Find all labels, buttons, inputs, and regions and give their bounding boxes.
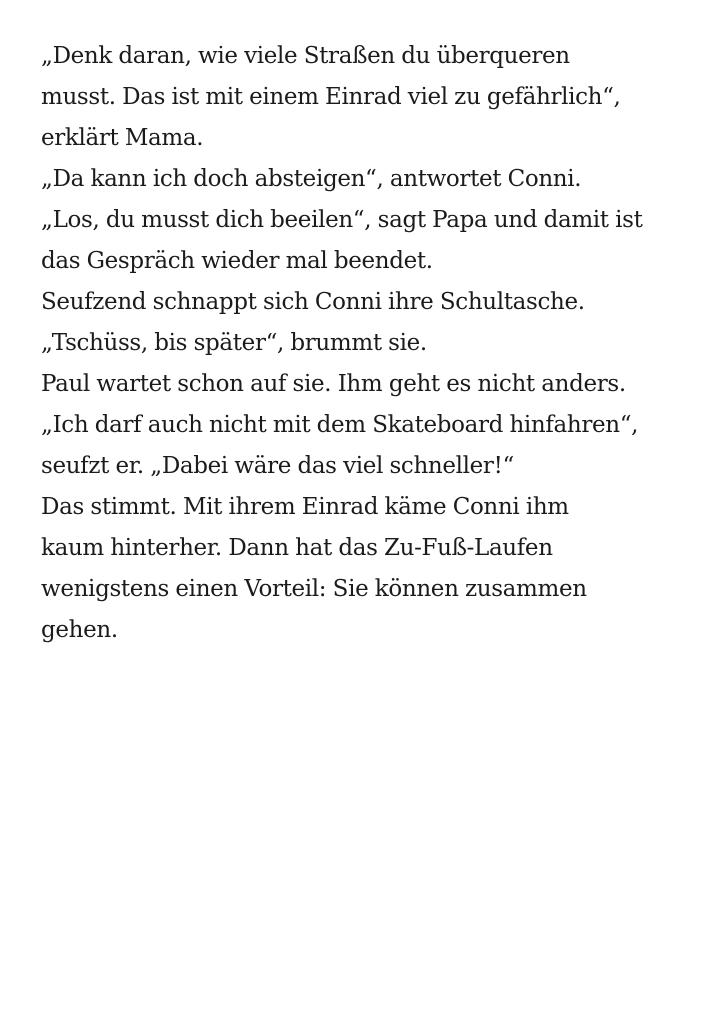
text-line: „Ich darf auch nicht mit dem Skateboard hinfahren“, — [41, 412, 639, 438]
text-line: „Los, du musst dich beeilen“, sagt Papa und damit ist — [41, 207, 643, 233]
text-line: kaum hinterher. Dann hat das Zu-Fuß-Laufen — [41, 535, 553, 561]
text-line: erklärt Mama. — [41, 125, 204, 151]
text-line: seufzt er. „Dabei wäre das viel schneller!“ — [41, 453, 514, 479]
text-line: musst. Das ist mit einem Einrad viel zu gefährlich“, — [41, 84, 621, 110]
text-line: Seufzend schnappt sich Conni ihre Schultasche. — [41, 289, 585, 315]
text-line: „Da kann ich doch absteigen“, antwortet Conni. — [41, 166, 582, 192]
text-line: gehen. — [41, 617, 118, 643]
paragraph-3 — [41, 200, 691, 282]
text-line: das Gespräch wieder mal beendet. — [41, 248, 433, 274]
text-line: wenigstens einen Vorteil: Sie können zusammen — [41, 576, 587, 602]
paragraph-1 — [41, 36, 691, 159]
paragraph-8 — [41, 487, 691, 651]
paragraph-6 — [41, 364, 691, 405]
text-line: „Tschüss, bis später“, brummt sie. — [41, 330, 427, 356]
paragraph-2 — [41, 159, 691, 200]
paragraph-4 — [41, 282, 691, 323]
paragraph-7 — [41, 405, 691, 487]
paragraph-5 — [41, 323, 691, 364]
text-line: Paul wartet schon auf sie. Ihm geht es nicht anders. — [41, 371, 626, 397]
text-line: Das stimmt. Mit ihrem Einrad käme Conni ihm — [41, 494, 569, 520]
text-line: „Denk daran, wie viele Straßen du überqueren — [41, 43, 570, 69]
document-page — [41, 36, 691, 651]
